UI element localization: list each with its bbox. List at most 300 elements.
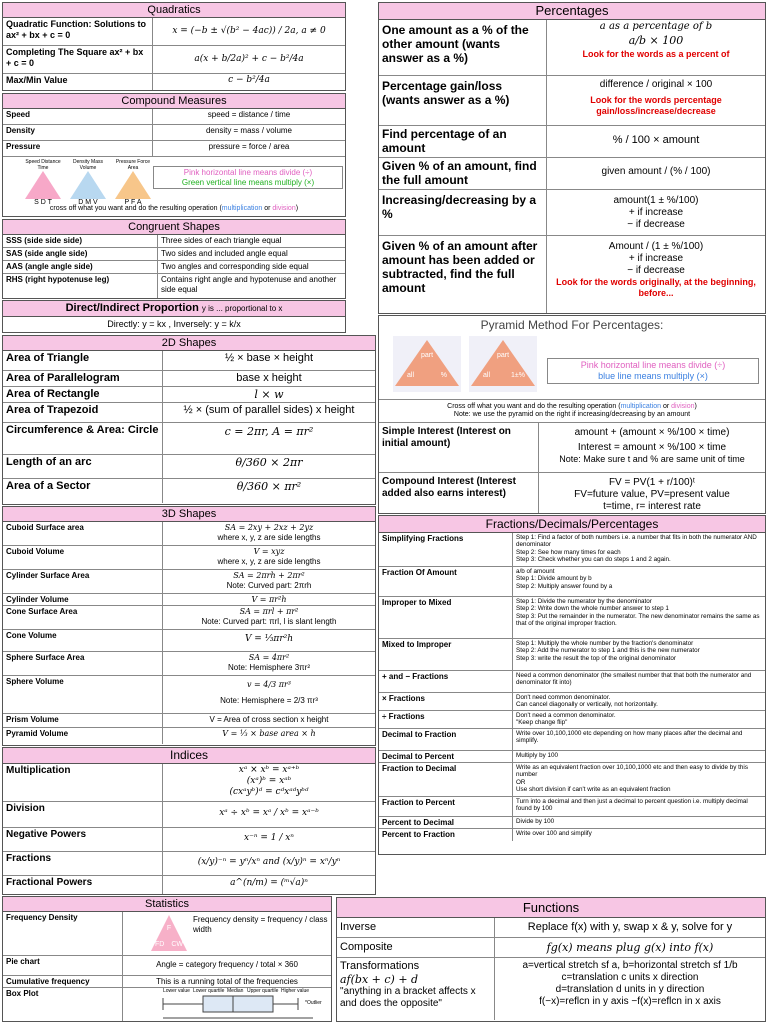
shapes3d-formula-cell: [163, 570, 375, 593]
indices-formula: a^(n/m) = (ᵐ√a)ⁿ: [230, 878, 308, 888]
fdp-label: Fraction to Decimal: [379, 763, 513, 796]
congruent-desc: Contains right angle and hypotenuse and another side equal: [161, 275, 337, 294]
fdp-desc-line: Write over 10,100,1000 etc depending on how many places after the decimal and simplify.: [516, 730, 743, 745]
pyramid-cross-note: [379, 400, 765, 423]
simple-interest-formula: amount + (amount × %/100 × time): [574, 427, 730, 438]
shapes3d-formula: V = πr²h: [251, 595, 287, 604]
shapes3d-formula: V = xyz: [253, 547, 285, 556]
shapes3d-label: Sphere Volume: [3, 676, 163, 713]
quadratics-section: [2, 2, 346, 91]
shapes3d-label: Cuboid Surface area: [3, 522, 163, 545]
statistics-formula: Angle = category frequency / total × 360: [156, 960, 298, 969]
transformations-desc: c=translation c units x direction: [561, 972, 699, 983]
quadratics-formula: c − b²/4a: [228, 75, 270, 85]
pink-divide-note: Pink horizontal line means divide (÷): [580, 360, 726, 370]
statistics-formula: This is a running total of the frequencies: [156, 977, 298, 986]
percentages-note: Look for the words originally, at the beginning, before...: [556, 277, 756, 298]
compound-row: [3, 109, 345, 125]
percentages-note: Look for the words as a percent of: [582, 49, 730, 59]
percentages-row: [379, 158, 765, 190]
direct-header: [3, 301, 345, 317]
shapes3d-formula: V = ⅓πr²h: [244, 634, 294, 644]
fd-triangle-right: CW: [171, 941, 183, 948]
shapes3d-section: [2, 506, 376, 746]
compound-interest-row: [379, 473, 765, 514]
shapes2d-label: Area of Triangle: [3, 351, 163, 370]
fdp-desc-line: Divide by 100: [516, 818, 555, 825]
pyramid-left-right: %: [440, 372, 447, 379]
shapes2d-formula: l × w: [254, 388, 284, 401]
shapes2d-label: Circumference & Area: Circle: [3, 423, 163, 454]
fdp-desc: [513, 751, 765, 762]
shapes3d-note: Note: Curved part: 2πrh: [226, 580, 312, 590]
shapes2d-row: [3, 387, 375, 403]
shapes3d-note: Note: Hemisphere = 2/3 πr³: [220, 695, 318, 705]
cross-off-text: cross off what you want and do the resulting operation (: [49, 205, 222, 212]
fdp-label: + and − Fractions: [379, 671, 513, 692]
boxplot-cell: [123, 988, 331, 1022]
compound-interest-label: Compound Interest (Interest added also earns interest): [379, 473, 539, 514]
percentages-row: [379, 190, 765, 236]
fdp-row: [379, 751, 765, 763]
fdp-desc: [513, 597, 765, 638]
fdp-row: [379, 693, 765, 711]
shapes3d-note: Note: Curved part: πrl, l is slant length: [201, 616, 337, 626]
quadratics-label: Max/Min Value: [3, 74, 153, 90]
indices-label: Division: [3, 802, 163, 827]
pfa-triangle: [113, 159, 153, 207]
percentages-label: Increasing/decreasing by a %: [379, 190, 547, 235]
indices-formula: xᵃ ÷ xᵇ = xᵃ / xᵇ = xᵃ⁻ᵇ: [219, 808, 319, 818]
pyramid-cross-line: [381, 403, 763, 411]
shapes3d-formula: SA = 2πrh + 2πr²: [233, 571, 305, 580]
fdp-desc-line: Can cancel diagonally or vertically, not horizontally.: [516, 701, 658, 709]
shapes3d-row: [3, 676, 375, 714]
pyramid-right-right: 1±%: [511, 372, 525, 379]
shapes2d-title: 2D Shapes: [3, 336, 375, 351]
percentages-formula: % / 100 × amount: [612, 134, 700, 146]
percentages-formula: amount(1 ± %/100): [613, 195, 699, 206]
shapes2d-row: [3, 371, 375, 387]
triangle-icon: [395, 340, 459, 386]
compound-formula: pressure = force / area: [208, 142, 290, 151]
shapes3d-row: [3, 546, 375, 570]
fdp-label: ÷ Fractions: [379, 711, 513, 728]
pyramid-right-note: Note: we use the pyramid on the right if increasing/decreasing by an amount: [453, 411, 691, 418]
cross-or: or: [661, 403, 672, 410]
fdp-desc-line: Step 1: Divide the numerator by the denominator: [516, 598, 652, 605]
percentages-formula-cell: [547, 76, 765, 125]
fdp-label: × Fractions: [379, 693, 513, 710]
indices-label: Negative Powers: [3, 828, 163, 851]
boxplot-outlier-label: *Outlier: [305, 1000, 322, 1006]
congruent-title: Congruent Shapes: [3, 220, 345, 235]
congruent-desc: Two sides and included angle equal: [161, 249, 288, 258]
shapes3d-formula: SA = πrl + πr²: [239, 607, 299, 616]
quadratics-row: [3, 46, 345, 74]
shapes3d-label: Cone Surface Area: [3, 606, 163, 629]
compound-formula: speed = distance / time: [207, 110, 291, 119]
transformations-desc-cell: [495, 958, 765, 1020]
fdp-label: Percent to Fraction: [379, 829, 513, 841]
indices-row: [3, 764, 375, 802]
compound-triangles-area: [3, 157, 345, 216]
fdp-label: Percent to Decimal: [379, 817, 513, 828]
percentages-label: Find percentage of an amount: [379, 126, 547, 157]
shapes2d-formula: base x height: [236, 372, 302, 384]
sdt-triangle-letters: S D T: [34, 199, 52, 206]
compound-interest-cell: [539, 473, 765, 514]
indices-label: Fractional Powers: [3, 876, 163, 894]
fdp-label: Improper to Mixed: [379, 597, 513, 638]
indices-formula: xᵃ × xᵇ = xᵃ⁺ᵇ: [238, 765, 300, 775]
fdp-desc: [513, 729, 765, 750]
statistics-row: [3, 912, 331, 956]
percentages-sub: − if decrease: [627, 265, 685, 276]
fdp-desc-line: Step 3: Check whether you can do steps 1 and 2 again.: [516, 556, 671, 564]
percentages-row: [379, 76, 765, 126]
shapes3d-formula: V = Area of cross section x height: [209, 715, 329, 724]
pfa-triangle-letters: P F A: [124, 199, 142, 206]
fd-triangle-top: F: [166, 925, 172, 932]
indices-formula: x⁻ⁿ = 1 / xⁿ: [244, 833, 294, 843]
direct-section: [2, 300, 346, 333]
congruent-label: SSS (side side side): [3, 235, 158, 247]
fdp-desc: [513, 567, 765, 596]
fdp-row: [379, 829, 765, 841]
fdp-desc: [513, 829, 765, 841]
fdp-section: [378, 515, 766, 855]
triangle-icon: [115, 171, 151, 199]
fd-triangle: [151, 915, 187, 951]
shapes3d-label: Prism Volume: [3, 714, 163, 727]
compound-formula: density = mass / volume: [205, 126, 293, 135]
compound-row: [3, 141, 345, 157]
pink-divide-note: Pink horizontal line means divide (÷): [183, 168, 313, 177]
shapes2d-formula: ½ × base × height: [224, 352, 314, 364]
shapes2d-section: [2, 335, 376, 505]
functions-row: [337, 938, 765, 958]
fdp-desc-line: Multiply by 100: [516, 752, 558, 759]
pyramid-right-top: part: [496, 352, 510, 359]
percentages-formula: Amount / (1 ± %/100): [608, 241, 704, 252]
shapes2d-formula: c = 2πr, A = πr²: [224, 425, 314, 438]
cross-off-end: ): [295, 205, 299, 212]
compound-label: Speed: [3, 109, 153, 124]
shapes3d-row: [3, 714, 375, 728]
indices-row: [3, 852, 375, 876]
percentages-label: Given % of an amount, find the full amount: [379, 158, 547, 189]
shapes3d-formula: V = ⅓ × base area × h: [222, 729, 316, 738]
percentages-row: [379, 236, 765, 314]
shapes2d-formula: ½ × (sum of parallel sides) x height: [183, 404, 355, 416]
shapes3d-label: Cylinder Volume: [3, 594, 163, 605]
fdp-label: Decimal to Percent: [379, 751, 513, 762]
simple-interest-formula: Interest = amount × %/100 × time: [577, 442, 727, 453]
percentages-label: Given % of an amount after amount has been added or subtracted, find the full amount: [379, 236, 547, 314]
boxplot-lq-label: Lower quartile: [193, 988, 225, 994]
fdp-desc: [513, 671, 765, 692]
fdp-desc-line: Write as an equivalent fraction over 10,100,1000 etc and then easy to divide by this number: [516, 764, 748, 779]
percentages-note: Look for the words percentage gain/loss/increase/decrease: [590, 95, 722, 116]
fdp-label: Decimal to Fraction: [379, 729, 513, 750]
statistics-label: Box Plot: [3, 988, 123, 1022]
fdp-title: Fractions/Decimals/Percentages: [379, 516, 765, 533]
compound-label: Pressure: [3, 141, 153, 156]
statistics-label: Pie chart: [3, 956, 123, 975]
simple-interest-cell: [539, 423, 765, 472]
fdp-label: Simplifying Fractions: [379, 533, 513, 566]
compound-interest-note: t=time, r= interest rate: [603, 501, 701, 512]
direct-formula: Directly: y = kx , Inversely: y = k/x: [107, 319, 241, 329]
compound-notes-box: [153, 166, 343, 189]
quadratics-label: Completing The Square ax² + bx + c = 0: [3, 46, 153, 73]
fdp-row: [379, 763, 765, 797]
fdp-desc-line: Step 2: See how many times for each: [516, 548, 621, 556]
shapes2d-row: [3, 479, 375, 503]
fdp-desc-line: Step 3: Put the remainder in the numerator. The new denominator remains the same as that of the original improper fraction.: [516, 612, 760, 628]
percentages-sub: + if increase: [628, 253, 684, 264]
statistics-row: [3, 976, 331, 988]
percentages-sub: + if increase: [628, 207, 684, 218]
shapes3d-formula-cell: [163, 652, 375, 675]
cross-off-mult: multiplication: [221, 205, 263, 212]
fdp-label: Fraction Of Amount: [379, 567, 513, 596]
triangle-icon: [25, 171, 61, 199]
congruent-row: [3, 235, 345, 248]
simple-interest-note: Note: Make sure t and % are same unit of time: [559, 454, 745, 464]
fdp-desc-line: Turn into a decimal and then just a decimal to percent question i.e. multiply decimal found by 100: [516, 798, 748, 813]
fdp-desc-line: Don't need common denominator.: [516, 694, 611, 701]
direct-title: Direct/Indirect Proportion: [65, 302, 199, 314]
indices-row: [3, 802, 375, 828]
fdp-desc-line: OR: [516, 778, 526, 786]
statistics-formula: Frequency density = frequency / class width: [193, 915, 328, 934]
compound-interest-formula: FV = PV(1 + r/100)ᵗ: [608, 477, 696, 488]
fdp-row: [379, 639, 765, 671]
fdp-desc-line: Step 2: Add the numerator to step 1 and this is the new numerator: [516, 647, 700, 655]
shapes3d-row: [3, 570, 375, 594]
statistics-label: Cumulative frequency: [3, 976, 123, 987]
shapes3d-title: 3D Shapes: [3, 507, 375, 522]
functions-label: Composite: [337, 938, 495, 957]
dmv-triangle: [68, 159, 108, 207]
indices-formula: (x/y)⁻ⁿ = yⁿ/xⁿ and (x/y)ⁿ = xⁿ/yⁿ: [197, 857, 341, 867]
fdp-desc-line: Step 1: Divide amount by b: [516, 575, 592, 583]
functions-label: Inverse: [337, 918, 495, 937]
shapes3d-formula: SA = 2xy + 2xz + 2yz: [224, 523, 314, 532]
transformations-cell: [337, 958, 495, 1020]
shapes2d-row: [3, 423, 375, 455]
fdp-row: [379, 671, 765, 693]
cross-off-div: division: [272, 205, 296, 212]
fdp-row: [379, 729, 765, 751]
congruent-label: AAS (angle angle side): [3, 261, 158, 273]
cross-div: division: [671, 403, 695, 410]
percentages-formula-cell: [547, 236, 765, 314]
percentages-label: One amount as a % of the other amount (wants answer as a %): [379, 20, 547, 75]
fdp-desc-line: Need a common denominator (the smallest number that that both the numerator and denominator fit into): [516, 672, 752, 687]
cross-off-or: or: [262, 205, 273, 212]
functions-row: [337, 958, 765, 1020]
fdp-desc: [513, 639, 765, 670]
quadratics-title: Quadratics: [3, 3, 345, 18]
shapes3d-label: Cone Volume: [3, 630, 163, 651]
shapes3d-formula: SA = 4πr²: [248, 653, 290, 662]
indices-formula-cell: [163, 764, 375, 801]
percentages-formula: given amount / (% / 100): [601, 166, 711, 177]
indices-label: Fractions: [3, 852, 163, 875]
pyramid-section: [378, 315, 766, 514]
functions-desc: Replace f(x) with y, swap x & y, solve for y: [527, 921, 733, 933]
shapes2d-label: Area of Trapezoid: [3, 403, 163, 422]
percentages-row: [379, 126, 765, 158]
fdp-desc-line: Write over 100 and simplify: [516, 830, 592, 837]
fdp-desc-line: Step 2: Write down the whole number answer to step 1: [516, 605, 669, 613]
indices-row: [3, 828, 375, 852]
percentages-formula: a as a percentage of b: [599, 21, 713, 32]
indices-label: Multiplication: [3, 764, 163, 801]
cross-mult: multiplication: [620, 403, 662, 410]
quadratics-label: Quadratic Function: Solutions to ax² + bx + c = 0: [3, 18, 153, 45]
shapes3d-formula-cell: [163, 676, 375, 713]
indices-title: Indices: [3, 748, 375, 764]
sdt-triangle-caption: Speed Distance Time: [25, 159, 61, 171]
triangle-icon: [70, 171, 106, 199]
shapes2d-label: Area of a Sector: [3, 479, 163, 503]
fdp-desc: [513, 693, 765, 710]
direct-subtitle: y is ... proportional to x: [201, 304, 283, 313]
congruent-desc: Two angles and corresponding side equal: [161, 262, 309, 271]
shapes2d-label: Area of Rectangle: [3, 387, 163, 402]
shapes2d-formula: θ/360 × πr²: [236, 480, 302, 493]
blue-multiply-note: blue line means multiply (×): [598, 371, 708, 381]
percentages-label: Percentage gain/loss (wants answer as a %): [379, 76, 547, 125]
statistics-row: [3, 956, 331, 976]
statistics-label: Frequency Density: [3, 912, 123, 955]
fdp-desc-line: Don't need a common denominator.: [516, 712, 616, 719]
shapes3d-row: [3, 522, 375, 546]
simple-interest-label: Simple Interest (Interest on initial amount): [379, 423, 539, 472]
dmv-triangle-caption: Density Mass Volume: [72, 159, 103, 171]
functions-desc: fg(x) means plug g(x) into f(x): [546, 941, 714, 954]
shapes3d-note: where x, y, z are side lengths: [217, 532, 321, 542]
compound-cross-off-note: [3, 205, 345, 213]
statistics-row: [3, 988, 331, 1022]
quadratics-row: [3, 18, 345, 46]
fdp-row: [379, 817, 765, 829]
shapes3d-label: Cuboid Volume: [3, 546, 163, 569]
shapes3d-row: [3, 728, 375, 744]
cross-text: Cross off what you want and do the resulting operation (: [447, 403, 621, 410]
indices-formula: (cxᵃyᵇ)ᵈ = cᵈxᵃᵈyᵇᵈ: [229, 787, 309, 797]
shapes2d-row: [3, 351, 375, 371]
boxplot-lower-label: Lower value: [163, 988, 190, 994]
transformations-label: Transformations: [340, 960, 420, 972]
frequency-density-cell: [123, 912, 331, 955]
pyramid-diagram-area: [379, 332, 765, 400]
shapes3d-label: Pyramid Volume: [3, 728, 163, 744]
shapes3d-row: [3, 606, 375, 630]
shapes3d-row: [3, 594, 375, 606]
fdp-desc: [513, 533, 765, 566]
percentages-formula-cell: [547, 20, 765, 75]
fdp-desc: [513, 817, 765, 828]
fdp-label: Fraction to Percent: [379, 797, 513, 816]
shapes2d-label: Area of Parallelogram: [3, 371, 163, 386]
fdp-desc-line: Step 2: Multiply answer found by a: [516, 582, 613, 590]
transformations-desc: d=translation d units in y direction: [555, 984, 705, 995]
fdp-row: [379, 533, 765, 567]
fdp-row: [379, 597, 765, 639]
fdp-desc-line: a/b of amount: [516, 568, 555, 575]
fdp-desc: [513, 711, 765, 728]
fdp-desc-line: Step 1: Find a factor of both numbers i.e. a number that fits in both the numerator AND denominator: [516, 534, 757, 549]
indices-section: [2, 747, 376, 895]
percentages-formula-cell: [547, 190, 765, 235]
percentages-formula: difference / original × 100: [599, 79, 713, 90]
indices-row: [3, 876, 375, 894]
shapes2d-row: [3, 403, 375, 423]
fdp-desc: [513, 763, 765, 796]
fdp-desc: [513, 797, 765, 816]
statistics-title: Statistics: [3, 897, 331, 912]
fdp-label: Mixed to Improper: [379, 639, 513, 670]
congruent-row: [3, 274, 345, 298]
triangle-icon: [471, 340, 535, 386]
shapes3d-formula: v = 4/3 πr³: [246, 680, 291, 689]
dmv-triangle-letters: D M V: [78, 199, 98, 206]
shapes3d-note: Note: Hemisphere 3πr²: [228, 662, 310, 672]
percentages-formula: a/b × 100: [628, 34, 684, 47]
pyramid-right: [469, 336, 537, 392]
shapes3d-note: where x, y, z are side lengths: [217, 556, 321, 566]
green-multiply-note: Green vertical line means multiply (×): [181, 177, 315, 187]
congruent-section: [2, 219, 346, 299]
sdt-triangle: [23, 159, 63, 207]
fdp-desc-line: Use short division if can't write as an equivalent fraction: [516, 786, 671, 794]
transformations-desc: a=vertical stretch sf a, b=horizontal stretch sf 1/b: [522, 960, 738, 971]
functions-section: [336, 897, 766, 1022]
percentages-sub: − if decrease: [627, 219, 685, 230]
fdp-desc-line: Step 1: Multiply the whole number by the fraction's denominator: [516, 640, 694, 647]
compound-title: Compound Measures: [3, 94, 345, 109]
shapes3d-formula-cell: [163, 522, 375, 545]
transformations-quote: "anything in a bracket affects x and does the opposite": [340, 986, 476, 1009]
congruent-row: [3, 248, 345, 261]
quadratics-formula: a(x + b/2a)² + c − b²/4a: [194, 54, 304, 64]
boxplot-box: [203, 996, 273, 1012]
percentages-row: [379, 20, 765, 76]
shapes3d-label: Sphere Surface Area: [3, 652, 163, 675]
compound-section: [2, 93, 346, 217]
shapes3d-formula-cell: [163, 546, 375, 569]
pyramid-left-left: all: [407, 372, 415, 379]
pfa-triangle-caption: Pressure Force Area: [115, 159, 151, 171]
functions-title: Functions: [337, 898, 765, 918]
shapes2d-formula: θ/360 × 2πr: [235, 456, 303, 469]
transformations-desc: f(−x)=reflcn in y axis −f(x)=reflcn in x axis: [539, 996, 721, 1007]
compound-interest-note: FV=future value, PV=present value: [574, 489, 730, 500]
pyramid-left: [393, 336, 461, 392]
fdp-rows: [379, 533, 765, 841]
boxplot-uq-label: Upper quartile: [247, 988, 279, 994]
congruent-row: [3, 261, 345, 274]
fdp-row: [379, 711, 765, 729]
boxplot-median-label: Median: [227, 988, 244, 994]
congruent-label: RHS (right hypotenuse leg): [3, 274, 158, 298]
fdp-desc-line: "Keep change flip": [516, 719, 568, 727]
